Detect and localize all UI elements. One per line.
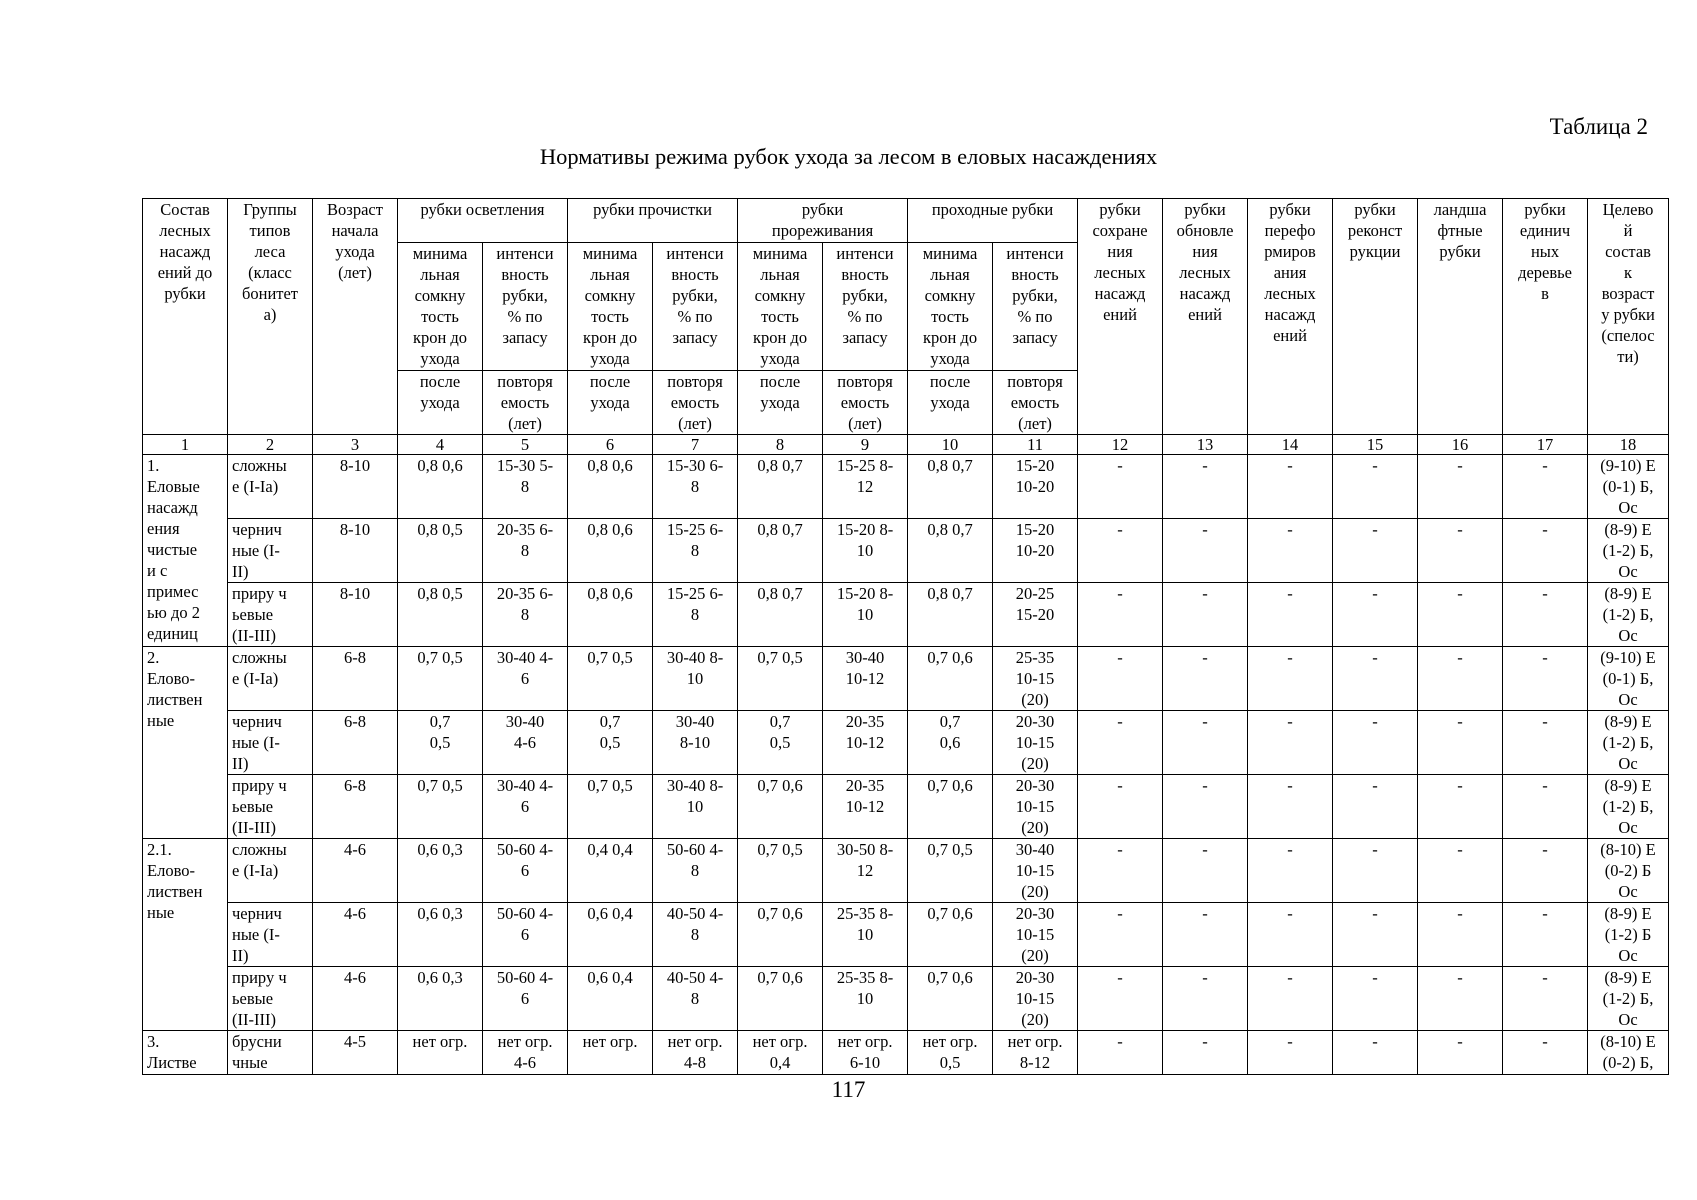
table-cell: - xyxy=(1503,583,1588,647)
stand-composition-cell: 2.1. Елово- листвен ные xyxy=(143,839,228,1031)
header-landscape-cuttings: ландша фтные рубки xyxy=(1418,199,1503,435)
column-number: 15 xyxy=(1333,435,1418,455)
forest-type-cell: сложны е (I-Ia) xyxy=(228,839,313,903)
column-number: 4 xyxy=(398,435,483,455)
stand-composition-cell: 3. Листве xyxy=(143,1031,228,1075)
table-cell: 0,6 0,3 xyxy=(398,903,483,967)
table-cell: - xyxy=(1418,711,1503,775)
column-number: 6 xyxy=(568,435,653,455)
forest-type-cell: брусни чные xyxy=(228,1031,313,1075)
table-cell: 20-35 6- 8 xyxy=(483,519,568,583)
table-cell: 0,8 0,7 xyxy=(908,455,993,519)
table-row xyxy=(143,775,1669,839)
table-cell: 0,7 0,5 xyxy=(398,711,483,775)
subheader-intensity: интенси вность рубки, % по запасу xyxy=(993,243,1078,371)
header-preservation-cuttings: рубки сохране ния лесных насажд ений xyxy=(1078,199,1163,435)
header-passage-cuttings: проходные рубки xyxy=(908,199,1078,243)
table-cell: 0,8 0,7 xyxy=(738,455,823,519)
table-cell: (8-9) Е (1-2) Б, Ос xyxy=(1588,775,1669,839)
table-cell: 0,7 0,5 xyxy=(568,775,653,839)
header-single-tree-cuttings: рубки единич ных деревье в xyxy=(1503,199,1588,435)
table-cell: 8-10 xyxy=(313,519,398,583)
table-cell: 4-6 xyxy=(313,839,398,903)
table-cell: - xyxy=(1163,519,1248,583)
table-cell: - xyxy=(1418,647,1503,711)
table-cell: 0,7 0,6 xyxy=(908,647,993,711)
header-composition: Состав лесных насажд ений до рубки xyxy=(143,199,228,435)
table-cell: - xyxy=(1163,839,1248,903)
table-cell: 20-35 10-12 xyxy=(823,711,908,775)
table-label: Таблица 2 xyxy=(1549,114,1648,139)
table-row xyxy=(143,647,1669,711)
table-cell: 20-25 15-20 xyxy=(993,583,1078,647)
document-title: Нормативы режима рубок ухода за лесом в еловых насаждениях xyxy=(539,144,1158,169)
table-cell: нет огр. xyxy=(568,1031,653,1075)
column-number: 10 xyxy=(908,435,993,455)
table-cell: - xyxy=(1163,903,1248,967)
forest-type-cell: чернич ные (I- II) xyxy=(228,711,313,775)
table-cell: 15-20 8- 10 xyxy=(823,583,908,647)
table-cell: (8-9) Е (1-2) Б, Ос xyxy=(1588,711,1669,775)
table-cell: 0,6 0,4 xyxy=(568,967,653,1031)
table-row xyxy=(143,455,1669,519)
table-cell: 0,7 0,5 xyxy=(398,647,483,711)
table-cell: нет огр. 8-12 xyxy=(993,1031,1078,1075)
subheader-repeatability: повторя емость (лет) xyxy=(483,371,568,435)
table-cell: - xyxy=(1163,711,1248,775)
table-cell: - xyxy=(1163,1031,1248,1075)
table-cell: 20-30 10-15 (20) xyxy=(993,775,1078,839)
table-cell: 0,8 0,5 xyxy=(398,519,483,583)
table-cell: 0,7 0,6 xyxy=(908,775,993,839)
subheader-min-density: минима льная сомкну тость крон до ухода xyxy=(908,243,993,371)
table-cell: - xyxy=(1418,519,1503,583)
table-cell: 0,7 0,6 xyxy=(738,775,823,839)
table-row xyxy=(143,967,1669,1031)
table-cell: 4-5 xyxy=(313,1031,398,1075)
forest-type-cell: приру ч ьевые (II-III) xyxy=(228,583,313,647)
table-cell: нет огр. 6-10 xyxy=(823,1031,908,1075)
header-thinning-cuttings: рубки прореживания xyxy=(738,199,908,243)
table-cell: 30-40 8- 10 xyxy=(653,775,738,839)
table-cell: - xyxy=(1418,967,1503,1031)
column-number: 14 xyxy=(1248,435,1333,455)
table-cell: 15-30 6- 8 xyxy=(653,455,738,519)
table-cell: 50-60 4- 6 xyxy=(483,903,568,967)
table-cell: нет огр. 0,5 xyxy=(908,1031,993,1075)
table-row xyxy=(143,711,1669,775)
table-cell: 15-25 6- 8 xyxy=(653,519,738,583)
table-cell: 8-10 xyxy=(313,455,398,519)
table-cell: - xyxy=(1078,839,1163,903)
table-cell: 0,7 0,6 xyxy=(908,711,993,775)
table-cell: - xyxy=(1418,775,1503,839)
table-cell: - xyxy=(1333,839,1418,903)
table-row xyxy=(143,1031,1669,1075)
header-start-age: Возраст начала ухода (лет) xyxy=(313,199,398,435)
table-cell: - xyxy=(1418,839,1503,903)
table-row xyxy=(143,839,1669,903)
table-cell: (9-10) Е (0-1) Б, Ос xyxy=(1588,455,1669,519)
table-cell: 20-30 10-15 (20) xyxy=(993,711,1078,775)
table-cell: 20-30 10-15 (20) xyxy=(993,903,1078,967)
subheader-intensity: интенси вность рубки, % по запасу xyxy=(823,243,908,371)
table-cell: 20-30 10-15 (20) xyxy=(993,967,1078,1031)
column-number: 18 xyxy=(1588,435,1669,455)
subheader-after-care: после ухода xyxy=(738,371,823,435)
table-cell: (8-9) Е (1-2) Б, Ос xyxy=(1588,583,1669,647)
table-cell: 50-60 4- 6 xyxy=(483,967,568,1031)
table-cell: 15-20 8- 10 xyxy=(823,519,908,583)
table-cell: - xyxy=(1333,967,1418,1031)
table-cell: нет огр. 0,4 xyxy=(738,1031,823,1075)
subheader-after-care: после ухода xyxy=(398,371,483,435)
page-number: 117 xyxy=(831,1077,866,1102)
table-cell: 6-8 xyxy=(313,711,398,775)
table-cell: - xyxy=(1248,839,1333,903)
table-cell: 30-40 4- 6 xyxy=(483,647,568,711)
table-cell: - xyxy=(1418,1031,1503,1075)
table-cell: 0,8 0,6 xyxy=(568,455,653,519)
stand-composition-cell: 1. Еловые насажд ения чистые и с примес ью до 2 единиц xyxy=(143,455,228,647)
table-cell: - xyxy=(1078,455,1163,519)
table-cell: 4-6 xyxy=(313,967,398,1031)
subheader-after-care: после ухода xyxy=(568,371,653,435)
table-cell: 30-40 4- 6 xyxy=(483,775,568,839)
table-cell: 25-35 8- 10 xyxy=(823,967,908,1031)
table-cell: 20-35 6- 8 xyxy=(483,583,568,647)
table-cell: 0,7 0,5 xyxy=(738,711,823,775)
table-cell: - xyxy=(1163,583,1248,647)
table-cell: 0,7 0,5 xyxy=(568,711,653,775)
column-number-row xyxy=(143,435,1669,455)
table-cell: - xyxy=(1078,711,1163,775)
table-cell: 0,7 0,5 xyxy=(908,839,993,903)
forest-type-cell: приру ч ьевые (II-III) xyxy=(228,775,313,839)
table-cell: - xyxy=(1078,583,1163,647)
table-cell: - xyxy=(1418,583,1503,647)
table-cell: 0,8 0,6 xyxy=(568,583,653,647)
table-cell: - xyxy=(1248,519,1333,583)
table-cell: 30-50 8- 12 xyxy=(823,839,908,903)
table-cell: - xyxy=(1503,711,1588,775)
table-cell: нет огр. 4-8 xyxy=(653,1031,738,1075)
header-forest-type-groups: Группы типов леса (класс бонитет а) xyxy=(228,199,313,435)
table-cell: - xyxy=(1503,775,1588,839)
table-cell: - xyxy=(1163,967,1248,1031)
table-cell: 30-40 8-10 xyxy=(653,711,738,775)
table-cell: 15-20 10-20 xyxy=(993,455,1078,519)
table-cell: - xyxy=(1248,775,1333,839)
table-cell: - xyxy=(1163,775,1248,839)
table-cell: - xyxy=(1333,455,1418,519)
subheader-after-care: после ухода xyxy=(908,371,993,435)
table-cell: - xyxy=(1333,903,1418,967)
table-cell: - xyxy=(1333,1031,1418,1075)
stand-composition-cell: 2. Елово- листвен ные xyxy=(143,647,228,839)
table-cell: 0,6 0,3 xyxy=(398,967,483,1031)
forest-type-cell: чернич ные (I- II) xyxy=(228,519,313,583)
table-cell: 0,7 0,6 xyxy=(908,967,993,1031)
subheader-min-density: минима льная сомкну тость крон до ухода xyxy=(738,243,823,371)
table-cell: 0,8 0,7 xyxy=(738,519,823,583)
table-cell: 30-40 10-12 xyxy=(823,647,908,711)
table-cell: - xyxy=(1503,1031,1588,1075)
column-number: 7 xyxy=(653,435,738,455)
column-number: 8 xyxy=(738,435,823,455)
table-cell: 50-60 4- 6 xyxy=(483,839,568,903)
table-cell: 0,7 0,5 xyxy=(398,775,483,839)
subheader-repeatability: повторя емость (лет) xyxy=(993,371,1078,435)
table-cell: (8-9) Е (1-2) Б, Ос xyxy=(1588,519,1669,583)
column-number: 16 xyxy=(1418,435,1503,455)
table-cell: 15-30 5- 8 xyxy=(483,455,568,519)
table-cell: - xyxy=(1333,775,1418,839)
table-cell: - xyxy=(1503,903,1588,967)
table-cell: - xyxy=(1163,647,1248,711)
forest-type-cell: приру ч ьевые (II-III) xyxy=(228,967,313,1031)
table-cell: 0,7 0,5 xyxy=(738,839,823,903)
norms-table xyxy=(142,198,1669,1075)
table-cell: - xyxy=(1503,455,1588,519)
column-number: 11 xyxy=(993,435,1078,455)
table-cell: - xyxy=(1248,711,1333,775)
table-cell: 25-35 10-15 (20) xyxy=(993,647,1078,711)
table-cell: 0,7 0,6 xyxy=(738,903,823,967)
table-cell: - xyxy=(1248,903,1333,967)
table-cell: 30-40 4-6 xyxy=(483,711,568,775)
table-cell: 0,8 0,7 xyxy=(738,583,823,647)
subheader-intensity: интенси вность рубки, % по запасу xyxy=(483,243,568,371)
table-cell: - xyxy=(1248,583,1333,647)
table-cell: - xyxy=(1078,647,1163,711)
table-cell: 8-10 xyxy=(313,583,398,647)
table-cell: - xyxy=(1503,839,1588,903)
table-cell: 25-35 8- 10 xyxy=(823,903,908,967)
table-cell: (8-10) Е (0-2) Б Ос xyxy=(1588,839,1669,903)
table-cell: - xyxy=(1418,455,1503,519)
table-cell: - xyxy=(1503,519,1588,583)
table-cell: 15-20 10-20 xyxy=(993,519,1078,583)
table-cell: 0,8 0,7 xyxy=(908,583,993,647)
table-cell: - xyxy=(1248,455,1333,519)
table-cell: - xyxy=(1503,647,1588,711)
table-cell: - xyxy=(1163,455,1248,519)
table-cell: - xyxy=(1333,647,1418,711)
table-cell: 15-25 6- 8 xyxy=(653,583,738,647)
table-cell: 30-40 8- 10 xyxy=(653,647,738,711)
header-target-composition: Целево й состав к возраст у рубки (спелос ти) xyxy=(1588,199,1669,435)
subheader-repeatability: повторя емость (лет) xyxy=(823,371,908,435)
column-number: 3 xyxy=(313,435,398,455)
column-number: 2 xyxy=(228,435,313,455)
table-cell: 40-50 4- 8 xyxy=(653,967,738,1031)
forest-type-cell: сложны е (I-Ia) xyxy=(228,455,313,519)
table-cell: 0,8 0,6 xyxy=(568,519,653,583)
column-number: 1 xyxy=(143,435,228,455)
table-cell: нет огр. xyxy=(398,1031,483,1075)
table-cell: - xyxy=(1333,711,1418,775)
column-number: 12 xyxy=(1078,435,1163,455)
table-cell: (8-10) Е (0-2) Б, xyxy=(1588,1031,1669,1075)
column-number: 17 xyxy=(1503,435,1588,455)
table-cell: 6-8 xyxy=(313,775,398,839)
table-cell: 40-50 4- 8 xyxy=(653,903,738,967)
table-cell: - xyxy=(1333,519,1418,583)
table-cell: нет огр. 4-6 xyxy=(483,1031,568,1075)
table-cell: 0,6 0,4 xyxy=(568,903,653,967)
table-cell: - xyxy=(1078,775,1163,839)
table-cell: 4-6 xyxy=(313,903,398,967)
table-cell: 0,7 0,5 xyxy=(568,647,653,711)
header-reformation-cuttings: рубки перефо рмиров ания лесных насажд ений xyxy=(1248,199,1333,435)
table-cell: - xyxy=(1248,1031,1333,1075)
table-cell: 0,8 0,6 xyxy=(398,455,483,519)
header-cleaning-cuttings: рубки прочистки xyxy=(568,199,738,243)
header-lighting-cuttings: рубки осветления xyxy=(398,199,568,243)
subheader-repeatability: повторя емость (лет) xyxy=(653,371,738,435)
forest-type-cell: сложны е (I-Ia) xyxy=(228,647,313,711)
table-cell: - xyxy=(1248,967,1333,1031)
table-cell: 0,8 0,7 xyxy=(908,519,993,583)
subheader-min-density: минима льная сомкну тость крон до ухода xyxy=(568,243,653,371)
table-cell: 0,4 0,4 xyxy=(568,839,653,903)
table-cell: 0,8 0,5 xyxy=(398,583,483,647)
subheader-intensity: интенси вность рубки, % по запасу xyxy=(653,243,738,371)
header-renewal-cuttings: рубки обновле ния лесных насажд ений xyxy=(1163,199,1248,435)
forest-type-cell: чернич ные (I- II) xyxy=(228,903,313,967)
column-number: 5 xyxy=(483,435,568,455)
table-cell: - xyxy=(1248,647,1333,711)
table-cell: - xyxy=(1503,967,1588,1031)
table-cell: 6-8 xyxy=(313,647,398,711)
table-cell: (8-9) Е (1-2) Б Ос xyxy=(1588,903,1669,967)
table-cell: (9-10) Е (0-1) Б, Ос xyxy=(1588,647,1669,711)
table-cell: - xyxy=(1418,903,1503,967)
table-cell: - xyxy=(1078,903,1163,967)
table-cell: 0,7 0,6 xyxy=(738,967,823,1031)
table-cell: 20-35 10-12 xyxy=(823,775,908,839)
table-cell: - xyxy=(1078,519,1163,583)
column-number: 9 xyxy=(823,435,908,455)
table-cell: 0,7 0,6 xyxy=(908,903,993,967)
table-cell: (8-9) Е (1-2) Б, Ос xyxy=(1588,967,1669,1031)
table-cell: 0,6 0,3 xyxy=(398,839,483,903)
table-cell: 15-25 8- 12 xyxy=(823,455,908,519)
table-row xyxy=(143,903,1669,967)
table-cell: 50-60 4- 8 xyxy=(653,839,738,903)
table-row xyxy=(143,583,1669,647)
table-cell: - xyxy=(1078,1031,1163,1075)
header-reconstruction-cuttings: рубки реконст рукции xyxy=(1333,199,1418,435)
table-cell: - xyxy=(1333,583,1418,647)
table-cell: 0,7 0,5 xyxy=(738,647,823,711)
table-cell: - xyxy=(1078,967,1163,1031)
table-row xyxy=(143,519,1669,583)
table-cell: 30-40 10-15 (20) xyxy=(993,839,1078,903)
column-number: 13 xyxy=(1163,435,1248,455)
subheader-min-density: минима льная сомкну тость крон до ухода xyxy=(398,243,483,371)
